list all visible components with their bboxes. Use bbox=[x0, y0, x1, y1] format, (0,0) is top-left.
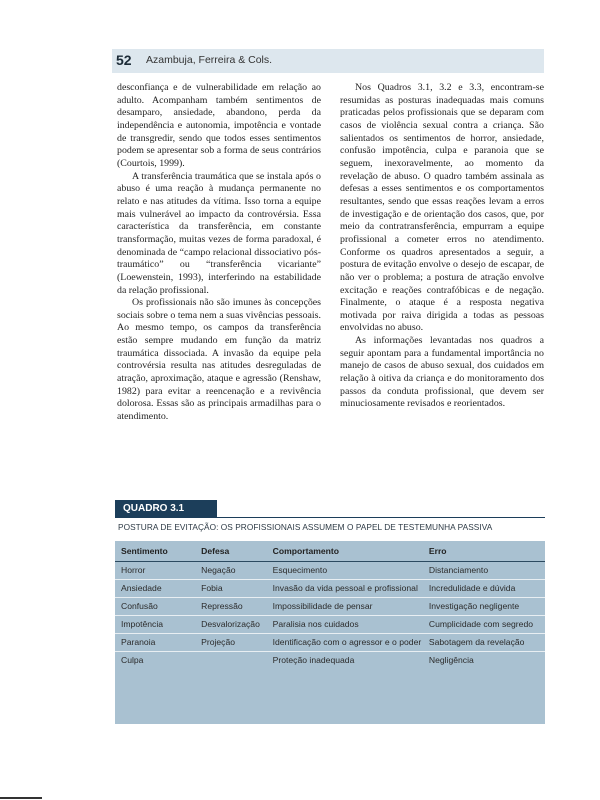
body-column-right bbox=[340, 82, 544, 411]
paragraph: A transferência traumática que se instala após o abuso é uma reação à mudança permanente no relato e nas atitudes da vítima. Isso torna a equipe mais vulnerável ao impacto da controvérsia. Essa característica da transferência, em constante transformação, muitas vezes de forma paradoxal, é denominada de “campo relacional dissociativo pós-traumático” ou “transferência vicariante” (Loewenstein, 1993), interferindo na estabilidade da relação profissional. bbox=[117, 170, 321, 296]
table-row bbox=[115, 616, 545, 634]
box-tag: QUADRO 3.1 bbox=[115, 500, 217, 517]
table-cell: Desvalorização bbox=[195, 616, 267, 634]
table-cell: Paranoia bbox=[115, 634, 195, 652]
table-cell: Investigação negligente bbox=[423, 598, 545, 616]
box-caption: POSTURA DE EVITAÇÃO: OS PROFISSIONAIS ASSUMEM O PAPEL DE TESTEMUNHA PASSIVA bbox=[118, 522, 493, 532]
table-cell: Projeção bbox=[195, 634, 267, 652]
table-cell: Cumplicidade com segredo bbox=[423, 616, 545, 634]
column-header-defesa: Defesa bbox=[195, 541, 267, 562]
table-cell: Distanciamento bbox=[423, 562, 545, 580]
table-row bbox=[115, 580, 545, 598]
table-cell: Ansiedade bbox=[115, 580, 195, 598]
box-divider bbox=[115, 517, 545, 518]
table-cell: Confusão bbox=[115, 598, 195, 616]
paragraph: As informações levantadas nos quadros a seguir apontam para a fundamental importância no manejo de casos de abuso sexual, dos cuidados em relação à oitiva da criança e do monitoramento dos passos da conduta profissional, que devem ser minuciosamente revisados e reorientados. bbox=[340, 335, 544, 410]
body-column-left bbox=[117, 82, 321, 424]
table-cell: Invasão da vida pessoal e profissional bbox=[267, 580, 423, 598]
table-cell: Identificação com o agressor e o poder bbox=[267, 634, 423, 652]
quadro-table-container bbox=[115, 541, 545, 724]
column-header-erro: Erro bbox=[423, 541, 545, 562]
table-cell bbox=[195, 652, 267, 670]
paragraph: Nos Quadros 3.1, 3.2 e 3.3, encontram-se resumidas as posturas inadequadas mais comuns praticadas pelos profissionais que se deparam com casos de violência sexual contra a criança. São salientados os sentimentos de horror, ansiedade, confusão impotência, culpa e paranoia que se seguem, inexoravelmente, ao momento da revelação de abuso. O quadro também assinala as defesas a esses sentimentos e os comportamentos resultantes, sendo que essas reações levam a erros de investigação e de orientação dos casos, que, por meio da contratransferência, empurram a equipe profissional a cometer erros no atendimento. Conforme os quadros apresentados a seguir, a postura de evitação envolve o desejo de escapar, de não ver o problema; a postura de atração envolve excitação e reações contrafóbicas e de negação. Finalmente, o ataque é a resposta negativa motivada por raiva dirigida a todas as pessoas envolvidas no abuso. bbox=[340, 82, 544, 334]
paragraph: Os profissionais não são imunes às concepções sociais sobre o tema nem a suas vivências pessoais. Ao mesmo tempo, os campos da transferência estão sempre mudando em função da matriz traumática dissociada. A invasão da equipe pela controvérsia resulta nas atitudes desreguladas de atração, aproximação, ataque e agressão (Renshaw, 1982) para evitar a reencenação e a revivência dolorosa. Essas são as principais armadilhas para o atendimento. bbox=[117, 297, 321, 423]
column-header-comportamento: Comportamento bbox=[267, 541, 423, 562]
table-cell: Impossibilidade de pensar bbox=[267, 598, 423, 616]
table-cell: Fobia bbox=[195, 580, 267, 598]
table-cell: Paralisia nos cuidados bbox=[267, 616, 423, 634]
page-edge-mark bbox=[0, 797, 42, 799]
table-row bbox=[115, 634, 545, 652]
table-cell: Esquecimento bbox=[267, 562, 423, 580]
table-cell: Sabotagem da revelação bbox=[423, 634, 545, 652]
table-cell: Proteção inadequada bbox=[272, 655, 355, 665]
column-header-sentimento: Sentimento bbox=[115, 541, 195, 562]
table-row bbox=[115, 562, 545, 580]
table-cell: Incredulidade e dúvida bbox=[423, 580, 545, 598]
table-cell: Culpa bbox=[121, 655, 144, 665]
page-number: 52 bbox=[116, 52, 132, 68]
table-cell: Horror bbox=[115, 562, 195, 580]
table-header-row bbox=[115, 541, 545, 562]
running-header bbox=[112, 49, 544, 73]
table-cell: Repressão bbox=[195, 598, 267, 616]
table-row bbox=[115, 598, 545, 616]
running-head-authors: Azambuja, Ferreira & Cols. bbox=[146, 54, 273, 66]
table-cell: Negação bbox=[195, 562, 267, 580]
table-row bbox=[115, 652, 545, 670]
table-cell: Negligência bbox=[428, 655, 474, 665]
quadro-table bbox=[115, 541, 545, 669]
table-cell: Impotência bbox=[115, 616, 195, 634]
paragraph: desconfiança e de vulnerabilidade em relação ao adulto. Acompanham também sentimentos de desamparo, ansiedade, abandono, perda da independência e autonomia, impotência e vontade de transgredir, sendo que todos esses sentimentos podem se apresentar sob a forma de seus contrários (Courtois, 1999). bbox=[117, 82, 321, 169]
